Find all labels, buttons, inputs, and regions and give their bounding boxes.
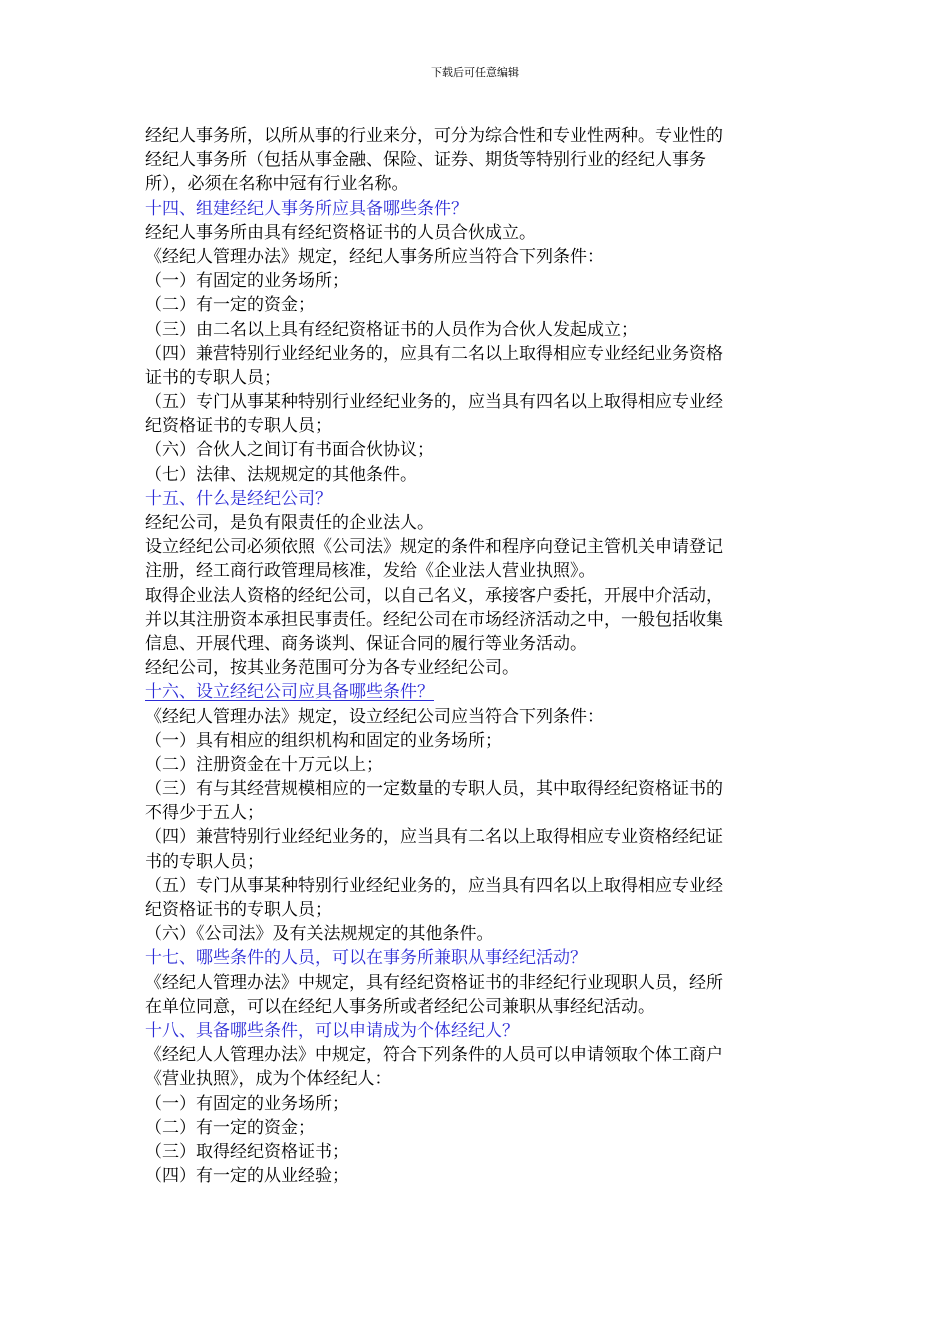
text-line [145, 971, 805, 995]
text-line [145, 172, 805, 196]
text-line [145, 148, 805, 172]
line-text: 在单位同意，可以在经纪人事务所或者经纪公司兼职从事经纪活动。 [145, 996, 655, 1017]
text-line [145, 293, 805, 317]
line-text: （一）具有相应的组织机构和固定的业务场所； [145, 730, 502, 751]
text-line [145, 390, 805, 414]
line-text: （四）兼营特别行业经纪业务的，应当具有二名以上取得相应专业资格经纪证 [145, 827, 723, 848]
section-heading [145, 946, 805, 970]
line-text: 十八、具备哪些条件，可以申请成为个体经纪人？ [145, 1020, 519, 1041]
line-text: （三）取得经纪资格证书； [145, 1141, 349, 1162]
document-body [145, 124, 805, 1188]
line-text: 《经纪人管理办法》规定，经纪人事务所应当符合下列条件： [145, 246, 604, 267]
text-line [145, 366, 805, 390]
line-text: 《经纪人管理办法》中规定，具有经纪资格证书的非经纪行业现职人员，经所 [145, 972, 723, 993]
line-text: 注册，经工商行政管理局核准，发给《企业法人营业执照》。 [145, 561, 596, 582]
line-text: 纪资格证书的专职人员； [145, 416, 332, 437]
text-line [145, 1140, 805, 1164]
line-text: 经纪公司，是负有限责任的企业法人。 [145, 513, 434, 533]
text-line [145, 753, 805, 777]
text-line [145, 874, 805, 898]
line-text: 信息、开展代理、商务谈判、保证合同的履行等业务活动。 [145, 633, 587, 654]
line-text: 经纪人事务所（包括从事金融、保险、证券、期货等特别行业的经纪人事务 [145, 150, 706, 171]
text-line [145, 850, 805, 874]
line-text: 证书的专职人员； [145, 367, 281, 388]
text-line [145, 1164, 805, 1188]
text-line [145, 1092, 805, 1116]
text-line [145, 777, 805, 801]
section-heading [145, 197, 805, 221]
line-text: 设立经纪公司必须依照《公司法》规定的条件和程序向登记主管机关申请登记 [145, 537, 723, 558]
text-line [145, 584, 805, 608]
line-text: （四）兼营特别行业经纪业务的，应具有二名以上取得相应专业经纪业务资格 [145, 343, 723, 364]
text-line [145, 124, 805, 148]
section-heading-link[interactable] [145, 680, 805, 704]
line-text: 纪资格证书的专职人员； [145, 900, 332, 920]
section-heading [145, 1019, 805, 1043]
line-text: 书的专职人员； [145, 851, 264, 872]
line-text: （二）有一定的资金； [145, 1117, 315, 1138]
section-heading [145, 487, 805, 511]
text-line [145, 463, 805, 487]
text-line [145, 342, 805, 366]
line-text: （三）有与其经营规模相应的一定数量的专职人员，其中取得经纪资格证书的 [145, 779, 723, 800]
line-text: 并以其注册资本承担民事责任。经纪公司在市场经济活动之中，一般包括收集 [145, 609, 723, 630]
text-line [145, 608, 805, 632]
text-line [145, 825, 805, 849]
line-text: 十四、组建经纪人事务所应具备哪些条件？ [145, 198, 468, 219]
text-line [145, 898, 805, 922]
line-text: （五）专门从事某种特别行业经纪业务的，应当具有四名以上取得相应专业经 [145, 875, 723, 896]
text-line [145, 221, 805, 245]
text-line [145, 559, 805, 583]
text-line [145, 801, 805, 825]
text-line [145, 1043, 805, 1067]
text-line [145, 705, 805, 729]
text-line [145, 922, 805, 946]
text-line [145, 995, 805, 1019]
text-line [145, 729, 805, 753]
line-text: 《经纪人管理办法》规定，设立经纪公司应当符合下列条件： [145, 706, 604, 727]
line-text: （二）有一定的资金； [145, 295, 315, 316]
line-text: 不得少于五人； [145, 803, 264, 824]
page-header: 下载后可任意编辑 [431, 66, 519, 79]
line-text: 十七、哪些条件的人员，可以在事务所兼职从事经纪活动？ [145, 948, 587, 969]
line-text: （三）由二名以上具有经纪资格证书的人员作为合伙人发起成立； [145, 319, 638, 340]
text-line [145, 535, 805, 559]
line-text: 《经纪人人管理办法》中规定，符合下列条件的人员可以申请领取个体工商户 [145, 1045, 723, 1066]
line-text: （四）有一定的从业经验； [145, 1166, 349, 1187]
line-text: （五）专门从事某种特别行业经纪业务的，应当具有四名以上取得相应专业经 [145, 392, 723, 413]
text-line [145, 245, 805, 269]
line-text: 经纪人事务所，以所从事的行业来分，可分为综合性和专业性两种。专业性的 [145, 126, 723, 146]
text-line [145, 1067, 805, 1091]
line-text[interactable]: 十六、设立经纪公司应具备哪些条件？ [145, 682, 434, 703]
line-text: 《营业执照》，成为个体经纪人： [145, 1069, 392, 1090]
line-text: （六）《公司法》及有关法规规定的其他条件。 [145, 924, 494, 945]
line-text: 十五、什么是经纪公司？ [145, 488, 332, 509]
text-line [145, 1116, 805, 1140]
line-text: 所），必须在名称中冠有行业名称。 [145, 174, 409, 195]
line-text: 经纪人事务所由具有经纪资格证书的人员合伙成立。 [145, 222, 536, 243]
line-text: 取得企业法人资格的经纪公司，以自己名义，承接客户委托，开展中介活动， [145, 585, 723, 606]
text-line [145, 438, 805, 462]
text-line [145, 632, 805, 656]
line-text: （二）注册资金在十万元以上； [145, 754, 383, 775]
line-text: 经纪公司，按其业务范围可分为各专业经纪公司。 [145, 658, 519, 679]
line-text: （六）合伙人之间订有书面合伙协议； [145, 440, 434, 461]
text-line [145, 414, 805, 438]
text-line [145, 511, 805, 535]
text-line [145, 656, 805, 680]
line-text: （一）有固定的业务场所； [145, 1093, 349, 1114]
line-text: （一）有固定的业务场所； [145, 271, 349, 292]
text-line [145, 269, 805, 293]
line-text: （七）法律、法规规定的其他条件。 [145, 464, 417, 485]
text-line [145, 318, 805, 342]
